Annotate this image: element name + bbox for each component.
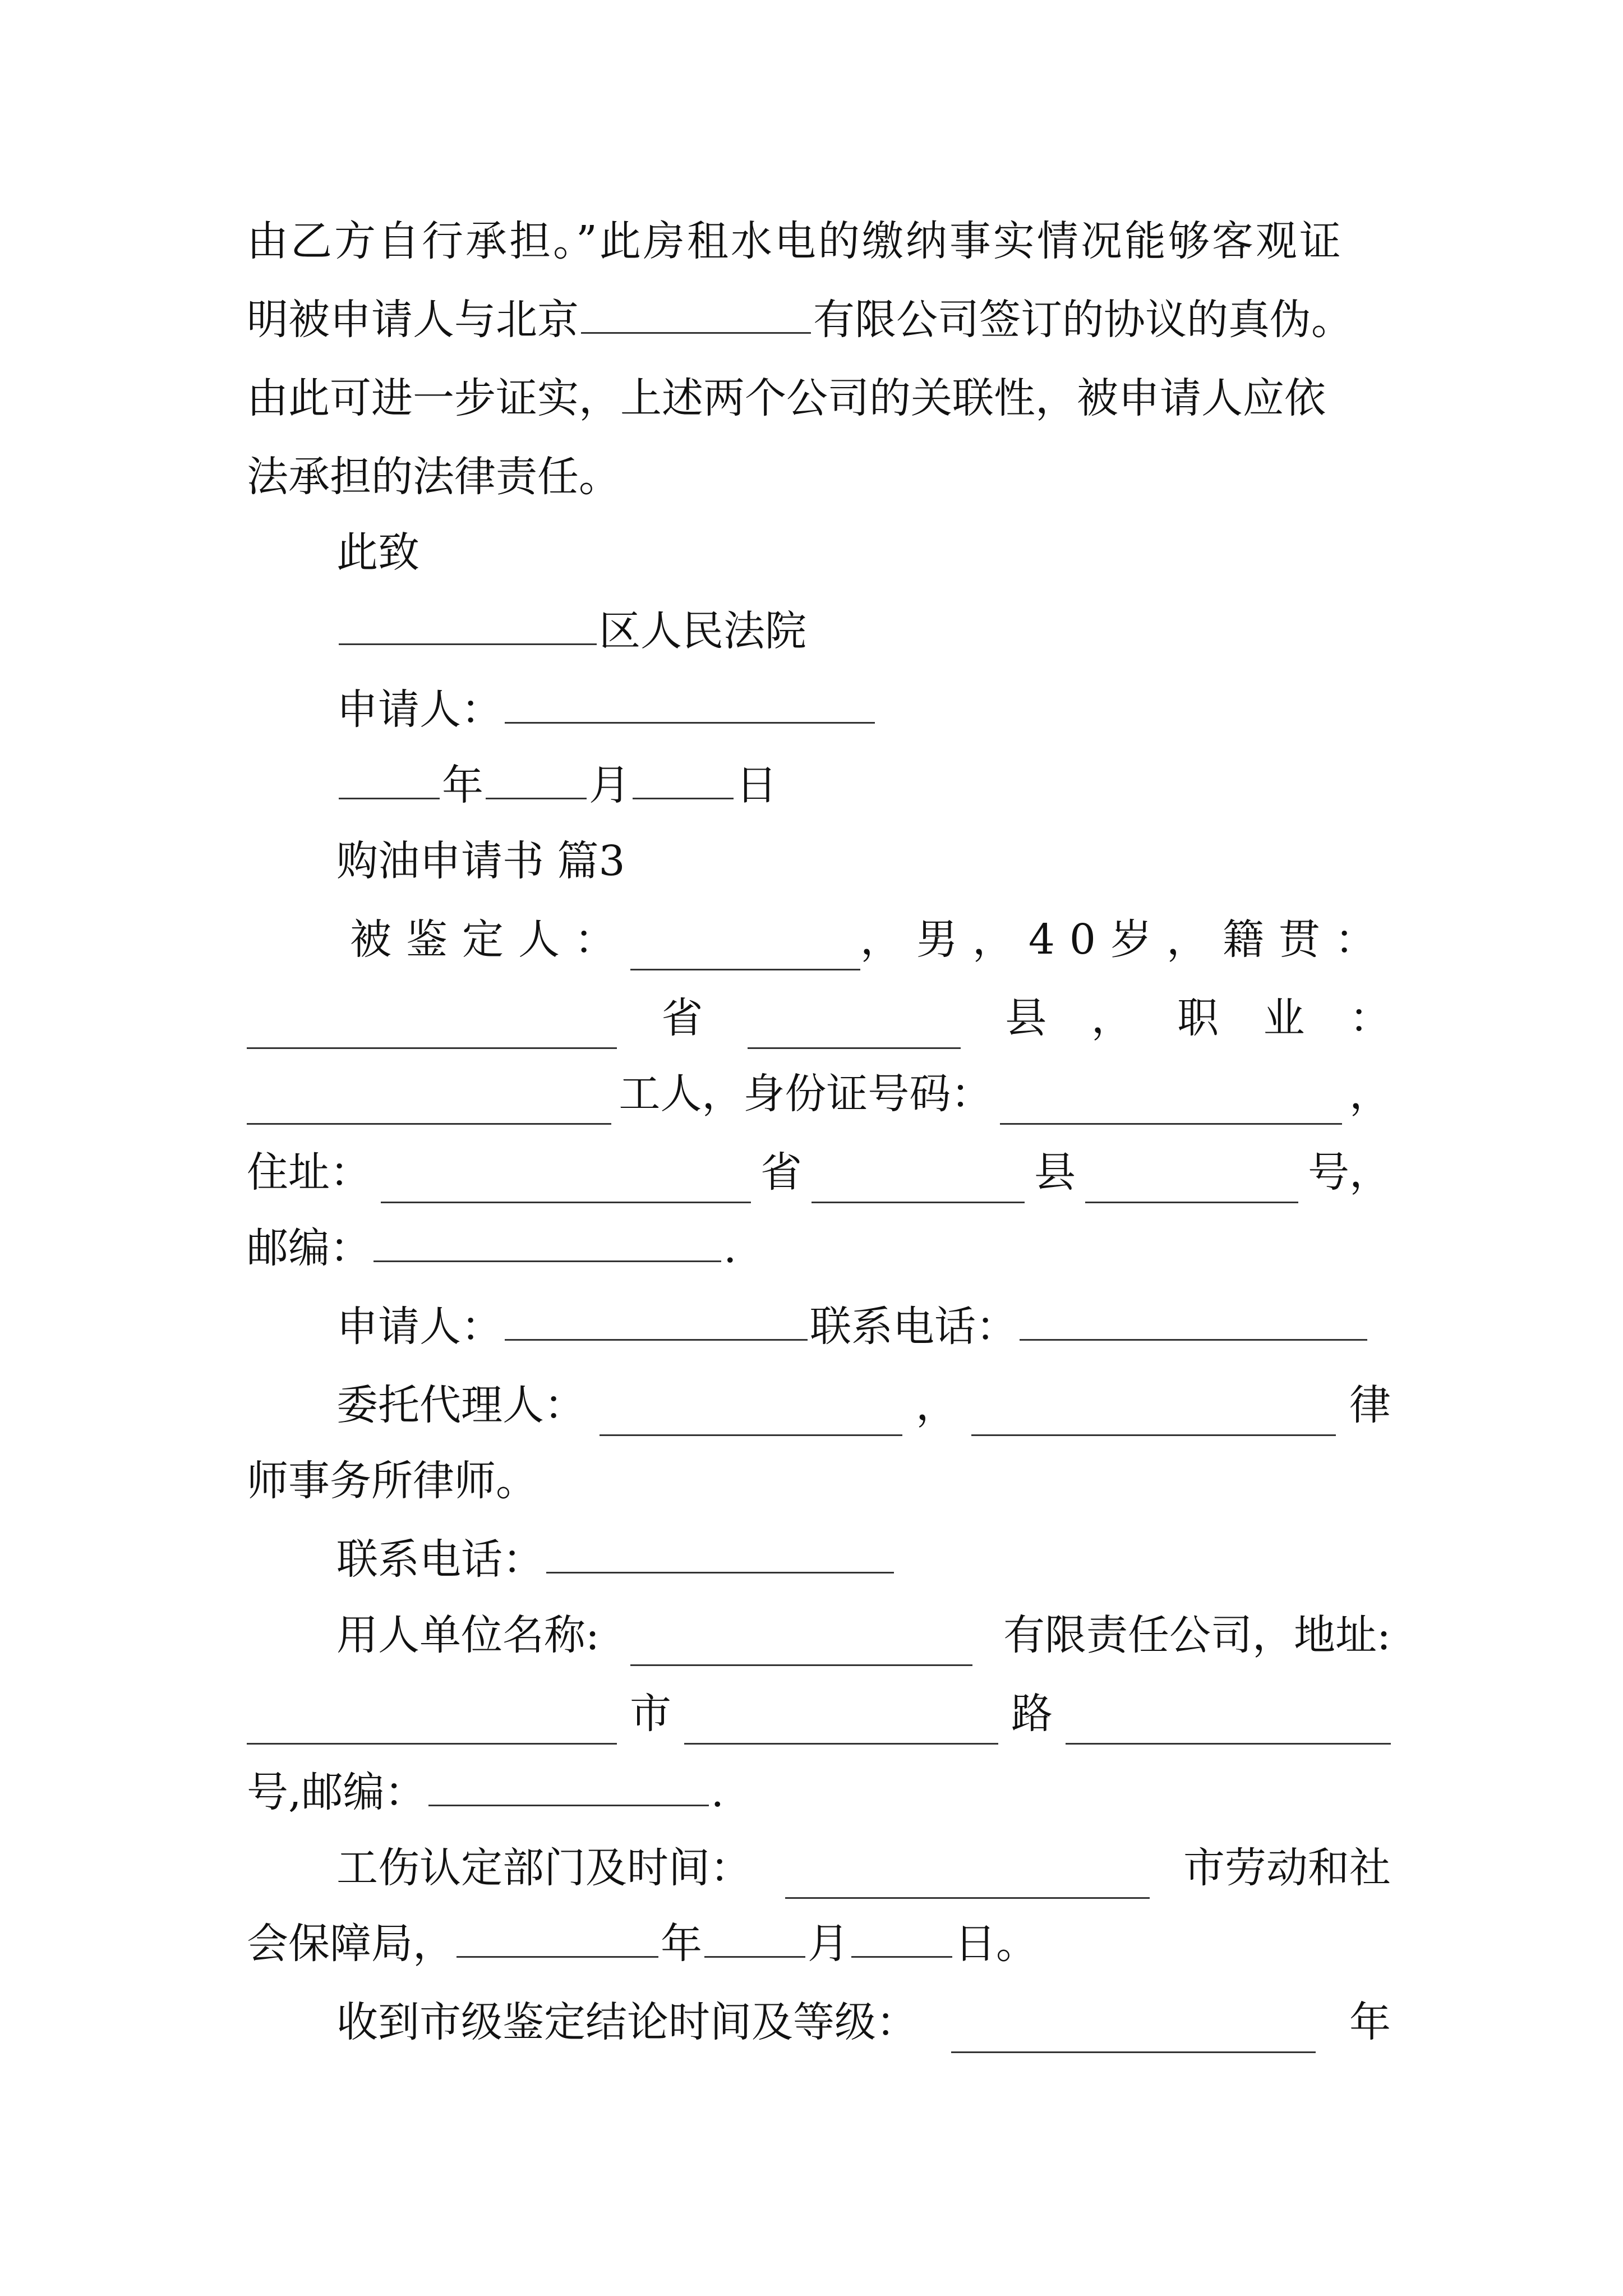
fill-blank-employer-city[interactable] [247, 1701, 617, 1745]
fill-blank-employer-number[interactable] [1066, 1701, 1391, 1745]
fill-blank-injury-city[interactable] [785, 1856, 1150, 1899]
text-span: 年 [442, 761, 483, 809]
fill-blank-agent-phone[interactable] [546, 1530, 894, 1573]
text-span: ， [1349, 1070, 1391, 1118]
text-span: 号,邮编： [247, 1768, 426, 1816]
text-span: 职 [1177, 994, 1219, 1042]
law-firm-line [247, 1450, 1391, 1512]
text-span: 联系电话： [810, 1303, 1017, 1351]
fill-blank-injury-day[interactable] [851, 1915, 952, 1958]
employer-postcode-line [247, 1761, 1391, 1823]
fill-blank-day[interactable] [633, 756, 734, 799]
fill-blank-applicant[interactable] [505, 680, 875, 724]
fill-blank-company[interactable] [581, 291, 811, 334]
fill-blank-law-firm[interactable] [971, 1393, 1336, 1436]
fill-blank-postcode[interactable] [374, 1219, 721, 1262]
fill-blank-native-province[interactable] [247, 1006, 617, 1049]
applicant-line [336, 679, 1391, 740]
text-span: 工伤认定部门及时间： [336, 1844, 751, 1892]
text-span: 联系电话： [336, 1535, 544, 1584]
text-span: 工人，身份证号码： [619, 1070, 993, 1118]
fill-blank-agent[interactable] [600, 1393, 902, 1436]
text-span: 日。 [955, 1920, 1038, 1968]
postcode-line [247, 1217, 1391, 1279]
text-span: 市 [630, 1690, 671, 1738]
text-span: 有限公司签订的协议的真伪。 [813, 296, 1353, 344]
occupation-line [247, 1063, 1391, 1125]
text-span: 号， [1308, 1148, 1391, 1197]
fill-blank-id-number[interactable] [1000, 1082, 1342, 1125]
fill-blank-native-county[interactable] [748, 1006, 961, 1049]
fill-blank-employer-postcode[interactable] [428, 1763, 709, 1806]
text-span: 用人单位名称: [336, 1611, 600, 1659]
fill-blank-address-province[interactable] [811, 1160, 1025, 1203]
text-span: ，男，40岁，籍贯： [860, 915, 1391, 964]
text-span: 省 [661, 994, 703, 1042]
text-span: 律 [1349, 1381, 1391, 1429]
agent-phone-line [336, 1529, 1391, 1590]
text-span: 县 [1005, 994, 1047, 1042]
appraisal-result-line [336, 1991, 1391, 2053]
text-span: 业 [1263, 994, 1305, 1042]
text-span: 市劳动和社 [1183, 1844, 1391, 1892]
text-span: ， [916, 1381, 957, 1429]
employer-line [336, 1604, 1391, 1666]
fill-blank-occupation[interactable] [247, 1082, 611, 1125]
text-span: 购油申请书 篇3 [336, 837, 625, 885]
fill-blank-district[interactable] [339, 602, 597, 645]
text-span: 申请人： [336, 1303, 502, 1351]
agent-line [336, 1374, 1391, 1436]
fill-blank-year[interactable] [339, 756, 440, 799]
fill-blank-applicant-name[interactable] [505, 1297, 808, 1341]
text-span: 由此可进一步证实，上述两个公司的关联性，被申请人应依 [247, 374, 1326, 422]
section-heading [336, 830, 1391, 892]
paragraph-line-4 [247, 446, 1391, 508]
text-span: ： [1349, 994, 1391, 1042]
address-line [247, 1142, 1391, 1203]
paragraph-line-3 [247, 367, 1391, 429]
fill-blank-result-date[interactable] [951, 2010, 1316, 2053]
fill-blank-address-county[interactable] [1085, 1160, 1298, 1203]
injury-date-line [247, 1913, 1391, 1975]
salutation [336, 522, 1391, 583]
text-span: 住址： [247, 1148, 371, 1197]
text-span: 年 [661, 1920, 702, 1968]
text-span: 月 [808, 1920, 849, 1968]
fill-blank-applicant-phone[interactable] [1020, 1297, 1367, 1341]
text-span: 年 [1349, 1998, 1391, 2046]
fill-blank-injury-month[interactable] [704, 1915, 805, 1958]
text-span: 法承担的法律责任。 [247, 453, 620, 501]
text-span: ， [1091, 994, 1133, 1042]
applicant-phone-line [336, 1296, 1391, 1358]
text-span: 省 [760, 1148, 802, 1197]
text-span: 此致 [336, 528, 419, 577]
fill-blank-injury-year[interactable] [457, 1915, 658, 1958]
text-span: 被鉴定人： [350, 915, 630, 964]
injury-dept-line [336, 1837, 1391, 1899]
text-span: 邮编： [247, 1224, 371, 1272]
text-span: 路 [1011, 1690, 1053, 1738]
paragraph-line-1 [247, 210, 1391, 272]
text-span: 有限责任公司，地址: [1003, 1611, 1391, 1659]
fill-blank-employer-road[interactable] [684, 1701, 998, 1745]
fill-blank-address[interactable] [381, 1160, 751, 1203]
fill-blank-employer[interactable] [630, 1623, 972, 1666]
text-span: 日 [736, 761, 777, 809]
paragraph-line-2 [247, 289, 1391, 351]
text-span: . [723, 1224, 737, 1272]
text-span: 收到市级鉴定结论时间及等级： [336, 1998, 917, 2046]
text-span: 明被申请人与北京 [247, 296, 579, 344]
court-line [336, 600, 1391, 662]
text-span: 县 [1034, 1148, 1076, 1197]
text-span: 月 [589, 761, 630, 809]
appraisee-line [336, 909, 1391, 970]
text-span: 申请人： [336, 685, 502, 734]
employer-address-line [247, 1683, 1391, 1745]
native-place-line [247, 987, 1391, 1049]
fill-blank-month[interactable] [486, 756, 587, 799]
text-span: 委托代理人： [336, 1381, 585, 1429]
fill-blank-appraisee[interactable] [630, 927, 860, 970]
text-span: 师事务所律师。 [247, 1457, 537, 1505]
text-span: 会保障局， [247, 1920, 454, 1968]
text-span: 区人民法院 [599, 607, 806, 655]
text-span: . [711, 1768, 725, 1816]
text-span: 由乙方自行承担。”此房租水电的缴纳事实情况能够客观证 [247, 217, 1343, 265]
date-line [336, 754, 1391, 816]
